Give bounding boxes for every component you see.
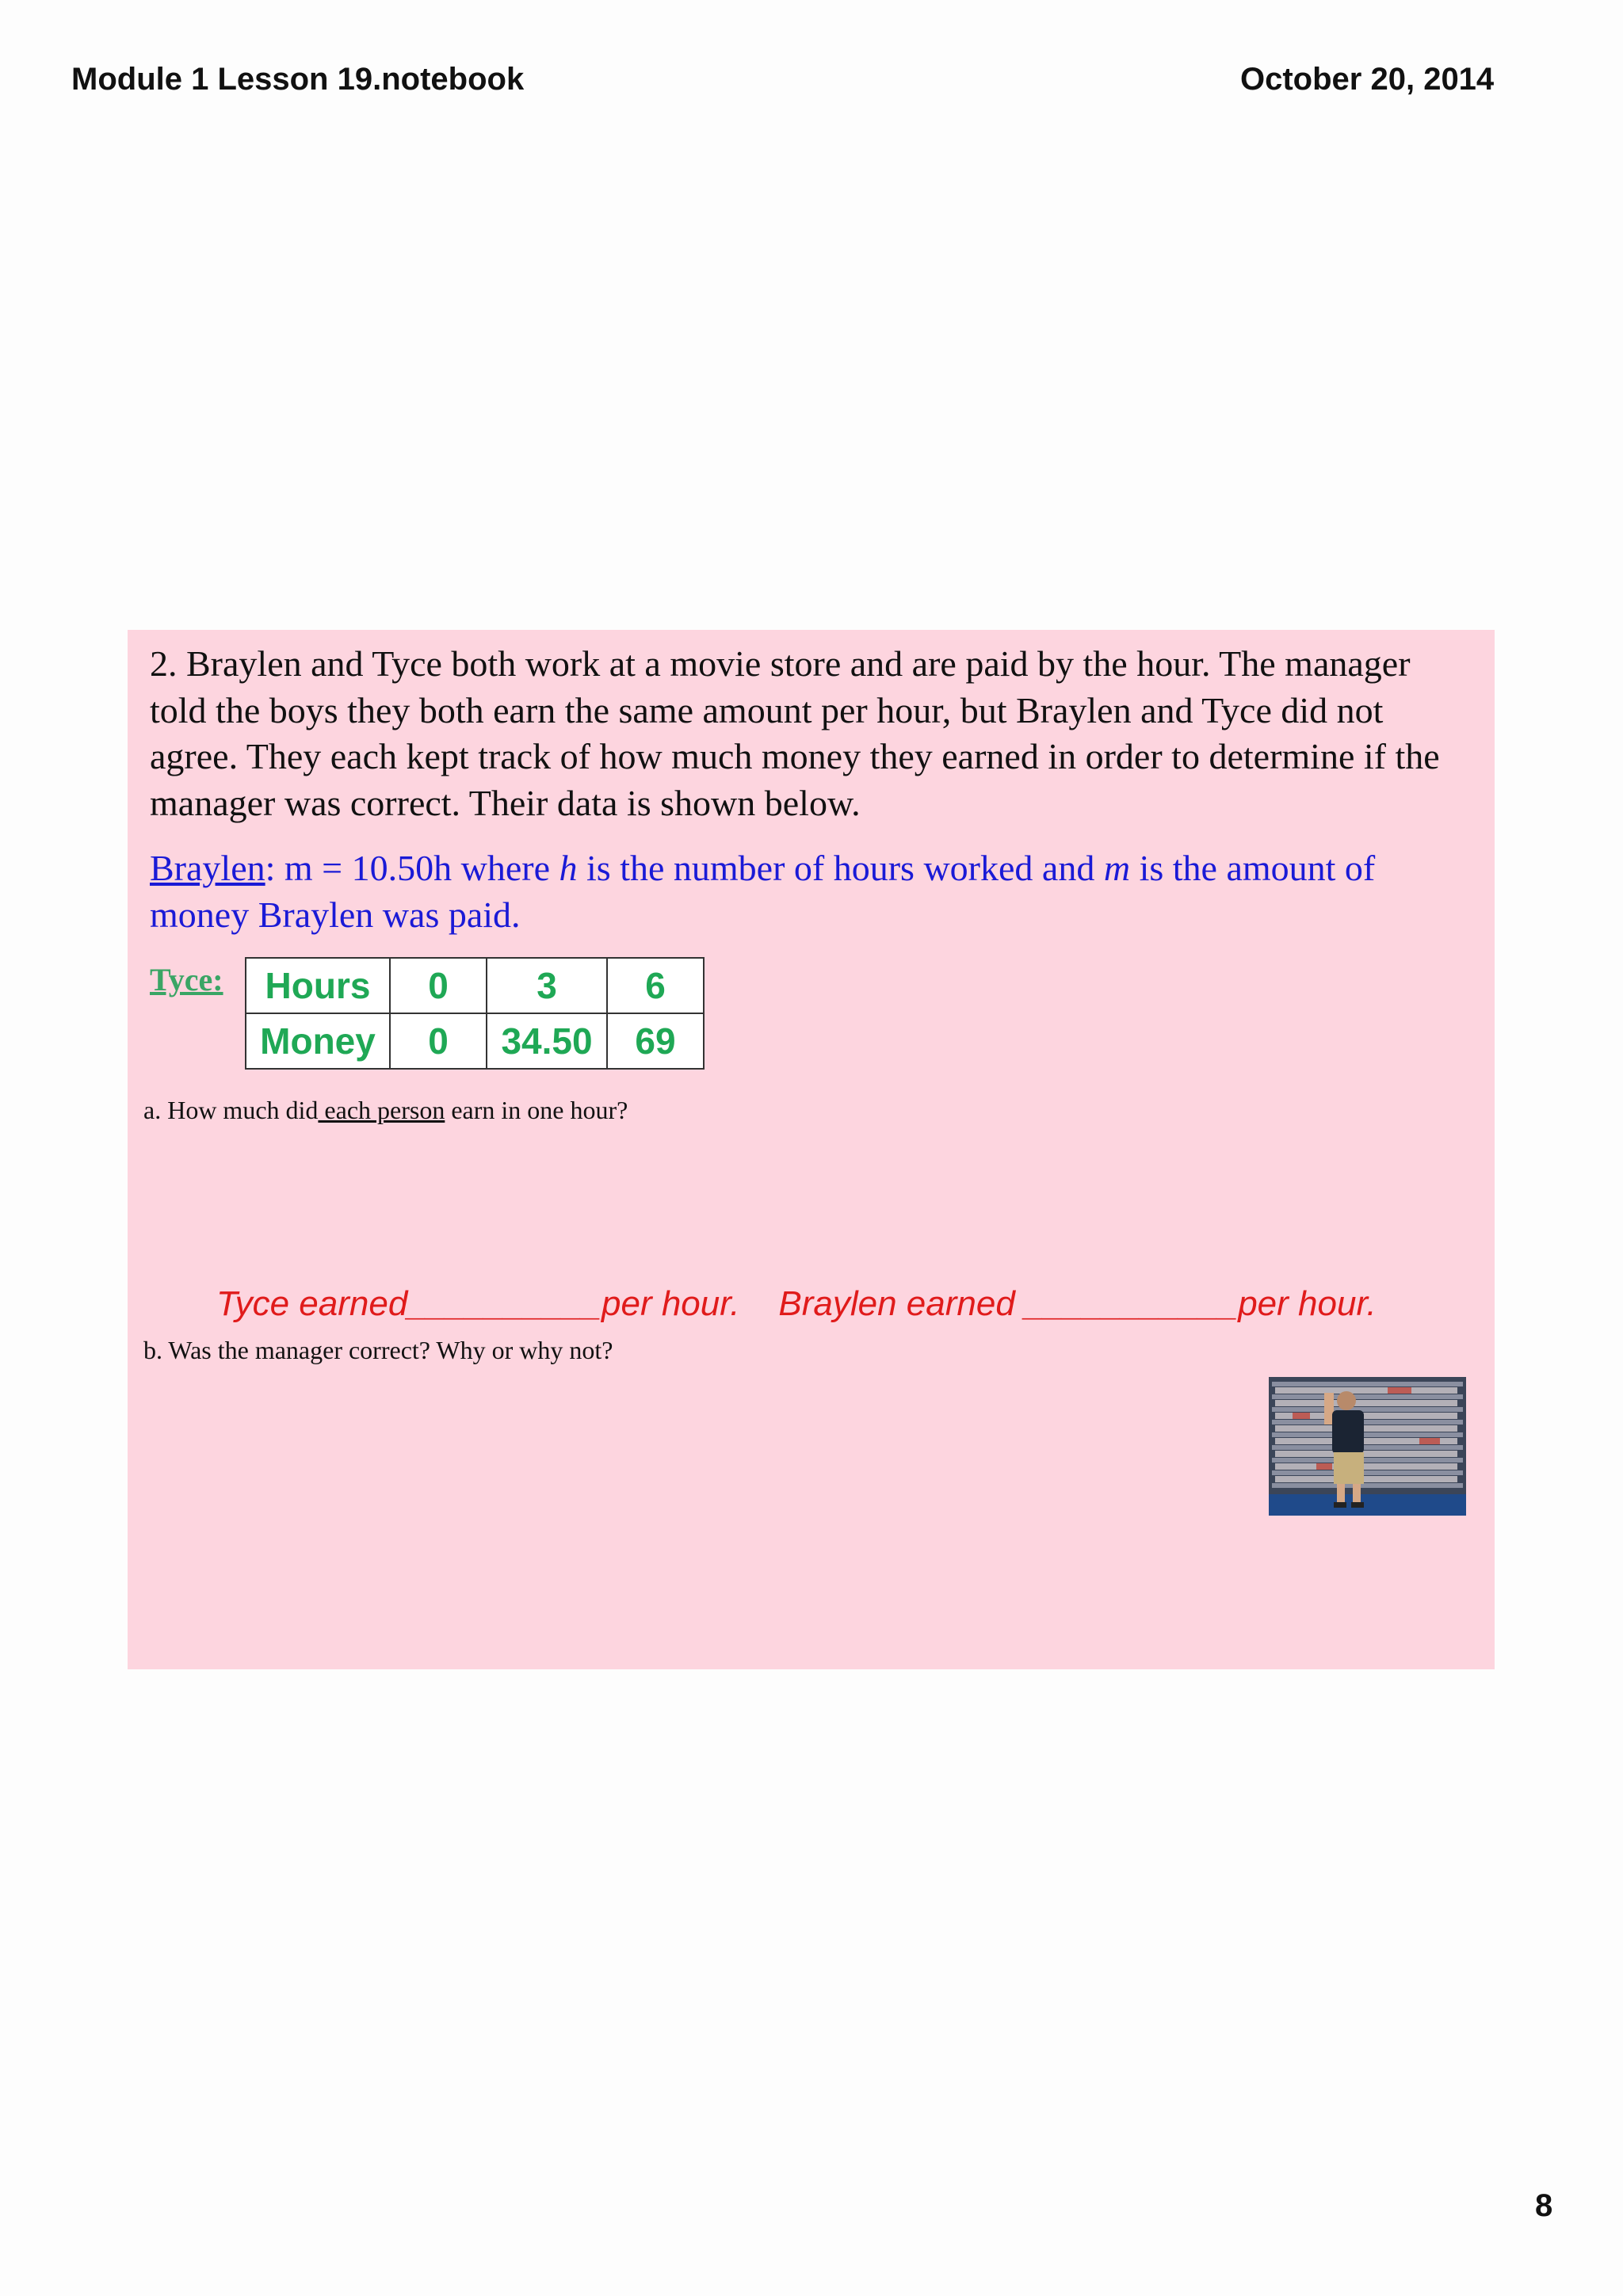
braylen-equation xyxy=(150,845,1465,938)
notebook-title: Module 1 Lesson 19.notebook xyxy=(71,62,525,97)
tyce-label: Tyce: xyxy=(150,962,223,997)
man-browsing-shelves-icon xyxy=(1269,1377,1466,1516)
question-a-underlined: each person xyxy=(318,1096,445,1124)
tyce-table xyxy=(245,957,705,1070)
braylen-equation-text: m = 10.50h where xyxy=(275,848,559,888)
table-row xyxy=(246,1013,704,1069)
problem-panel xyxy=(128,630,1495,1669)
page-number: 8 xyxy=(1535,2188,1553,2223)
table-row xyxy=(246,958,704,1013)
table-cell: Money xyxy=(246,1013,390,1069)
variable-h: h xyxy=(559,848,578,888)
table-cell: 0 xyxy=(390,1013,487,1069)
table-cell: Hours xyxy=(246,958,390,1013)
braylen-tail-text: is the amount of money Braylen was paid. xyxy=(150,848,1376,935)
answer-blanks: Tyce earned__________per hour. Braylen earned ___________per hour. xyxy=(216,1284,1377,1323)
braylen-colon: : xyxy=(265,848,276,888)
table-cell: 0 xyxy=(390,958,487,1013)
notebook-date: October 20, 2014 xyxy=(1240,62,1495,97)
movie-store-photo xyxy=(1269,1377,1466,1516)
table-cell: 69 xyxy=(607,1013,704,1069)
table-cell: 34.50 xyxy=(487,1013,607,1069)
variable-m: m xyxy=(1103,848,1131,888)
braylen-mid-text: is the number of hours worked and xyxy=(577,848,1104,888)
question-a xyxy=(143,1096,628,1125)
question-a-pre: a. How much did xyxy=(143,1096,319,1124)
question-a-post: earn in one hour? xyxy=(445,1096,628,1124)
table-cell: 6 xyxy=(607,958,704,1013)
braylen-name: Braylen xyxy=(150,848,265,888)
table-cell: 3 xyxy=(487,958,607,1013)
question-b: b. Was the manager correct? Why or why not? xyxy=(143,1336,613,1364)
problem-text: 2. Braylen and Tyce both work at a movie store and are paid by the hour. The manager told the boys they both earn the same amount per hour, but Braylen and Tyce did not agree. They each kept track of how much money they earned in order to determine if the manager was correct. Their data is shown below. xyxy=(150,643,1440,823)
